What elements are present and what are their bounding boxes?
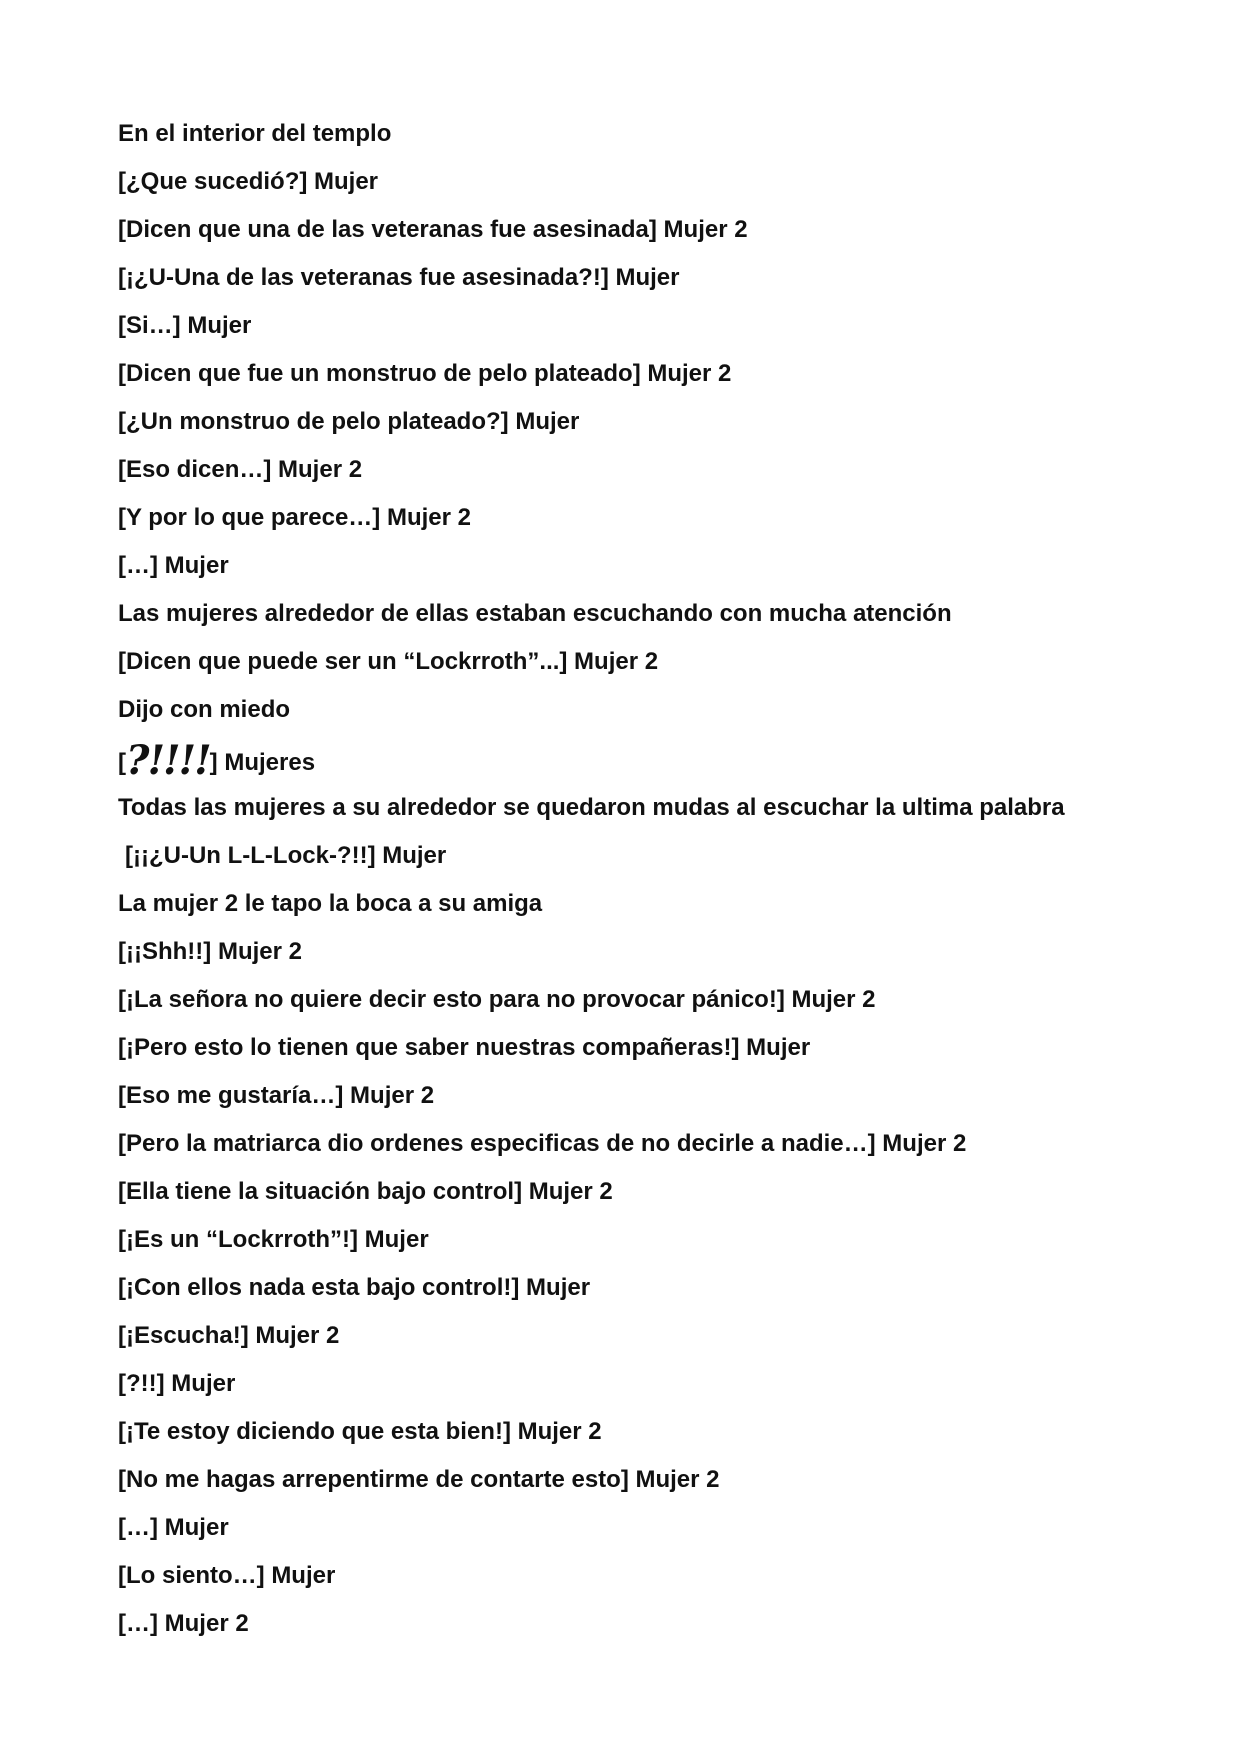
dialogue-line: [Dicen que puede ser un “Lockrroth”...] Mujer 2 — [118, 648, 659, 675]
bracket-close-speaker: ] Mujeres — [209, 749, 316, 776]
dialogue-line: […] Mujer — [118, 1514, 229, 1541]
dialogue-line: [Y por lo que parece…] Mujer 2 — [118, 504, 471, 531]
dialogue-line: [¡Es un “Lockrroth”!] Mujer — [118, 1226, 429, 1253]
dialogue-line: [Dicen que fue un monstruo de pelo plateado] Mujer 2 — [118, 360, 732, 387]
dialogue-line: [¡Pero esto lo tienen que saber nuestras compañeras!] Mujer — [118, 1034, 811, 1061]
dialogue-line: [Eso dicen…] Mujer 2 — [118, 456, 363, 483]
dialogue-line: [¿Un monstruo de pelo plateado?] Mujer — [118, 408, 580, 435]
dialogue-line: [Eso me gustaría…] Mujer 2 — [118, 1082, 435, 1109]
dialogue-line: [No me hagas arrepentirme de contarte esto] Mujer 2 — [118, 1466, 720, 1493]
narration-line: La mujer 2 le tapo la boca a su amiga — [118, 890, 543, 917]
dialogue-line: [?!!] Mujer — [118, 1370, 236, 1397]
dialogue-line: [¡Escucha!] Mujer 2 — [118, 1322, 340, 1349]
dialogue-line: […] Mujer 2 — [118, 1610, 249, 1637]
narration-line: Las mujeres alrededor de ellas estaban escuchando con mucha atención — [118, 600, 952, 627]
dialogue-line-emphasis — [118, 739, 1168, 789]
dialogue-line: [Pero la matriarca dio ordenes especificas de no decirle a nadie…] Mujer 2 — [118, 1130, 967, 1157]
dialogue-line: […] Mujer — [118, 552, 229, 579]
dialogue-line: [¡¡Shh!!] Mujer 2 — [118, 938, 302, 965]
narration-line: Dijo con miedo — [118, 696, 291, 723]
dialogue-line: [Si…] Mujer — [118, 312, 252, 339]
dialogue-line: [Lo siento…] Mujer — [118, 1562, 336, 1589]
shout-emphasis: ?!!!! — [126, 737, 210, 784]
dialogue-line: [¡¿U-Una de las veteranas fue asesinada?!] Mujer — [118, 264, 680, 291]
dialogue-line: [¡La señora no quiere decir esto para no provocar pánico!] Mujer 2 — [118, 986, 876, 1013]
narration-line: En el interior del templo — [118, 120, 392, 147]
narration-line: Todas las mujeres a su alrededor se quedaron mudas al escuchar la ultima palabra — [118, 794, 1065, 821]
dialogue-line: [Dicen que una de las veteranas fue asesinada] Mujer 2 — [118, 216, 748, 243]
dialogue-line: [¡Te estoy diciendo que esta bien!] Mujer 2 — [118, 1418, 602, 1445]
dialogue-line: [¿Que sucedió?] Mujer — [118, 168, 379, 195]
bracket-open: [ — [118, 749, 126, 776]
dialogue-line: [Ella tiene la situación bajo control] Mujer 2 — [118, 1178, 613, 1205]
script-text — [118, 115, 1168, 1653]
dialogue-line: [¡Con ellos nada esta bajo control!] Mujer — [118, 1274, 591, 1301]
dialogue-line: [¡¡¿U-Un L-L-Lock-?!!] Mujer — [125, 842, 447, 869]
